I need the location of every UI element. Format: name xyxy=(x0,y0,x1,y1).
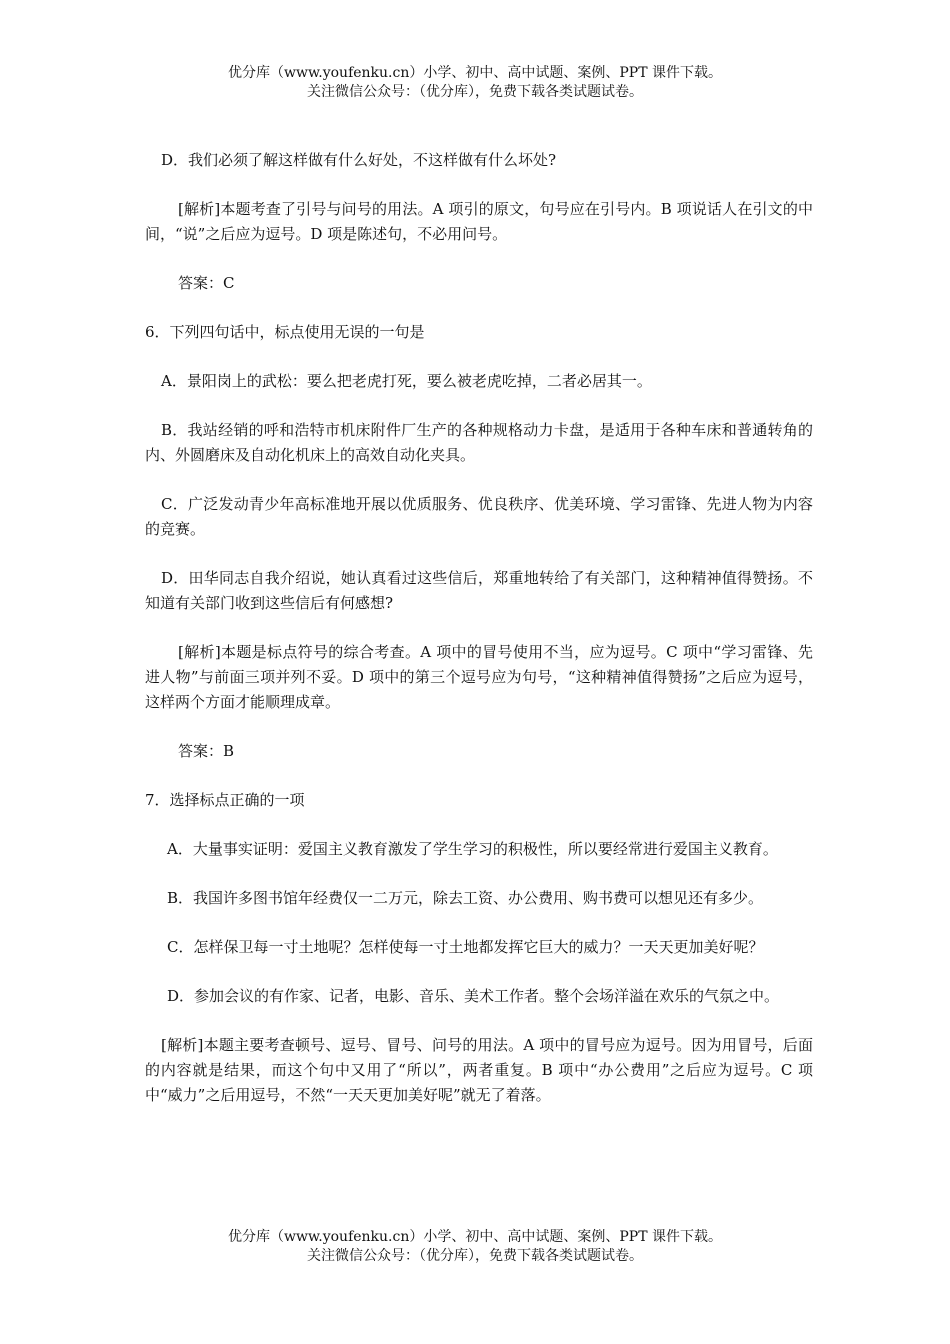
q5-option-d: D．我们必须了解这样做有什么好处，不这样做有什么坏处? xyxy=(161,151,557,169)
q7-option-b: B．我国许多图书馆年经费仅一二万元，除去工资、办公费用、购书费可以想见还有多少。 xyxy=(167,889,764,907)
q6-option-c: C．广泛发动青少年高标准地开展以优质服务、优良秩序、优美环境、学习雷锋、先进人物为内容的竞赛。 xyxy=(145,495,813,538)
footer-line-2: 关注微信公众号：（优分库），免费下载各类试题试卷。 xyxy=(307,1248,643,1264)
q5-analysis: [解析]本题考查了引号与问号的用法。A 项引的原文，句号应在引号内。B 项说话人在引文的中间，“说”之后应为逗号。D 项是陈述句，不必用问号。 xyxy=(145,200,813,243)
q6-stem: 6．下列四句话中，标点使用无误的一句是 xyxy=(145,323,425,341)
page-header xyxy=(0,64,950,102)
q7-stem: 7．选择标点正确的一项 xyxy=(145,791,305,809)
q7-option-a: A．大量事实证明：爱国主义教育激发了学生学习的积极性，所以要经常进行爱国主义教育。 xyxy=(167,840,778,858)
page-footer xyxy=(0,1228,950,1266)
header-line-1: 优分库（www.youfenku.cn）小学、初中、高中试题、案例、PPT 课件下载。 xyxy=(227,65,722,81)
q6-option-b: B．我站经销的呼和浩特市机床附件厂生产的各种规格动力卡盘，是适用于各种车床和普通转角的内、外圆磨床及自动化机床上的高效自动化夹具。 xyxy=(145,421,813,464)
q6-option-d: D．田华同志自我介绍说，她认真看过这些信后，郑重地转给了有关部门，这种精神值得赞扬。不知道有关部门收到这些信后有何感想? xyxy=(145,569,813,612)
q6-option-a: A．景阳岗上的武松：要么把老虎打死，要么被老虎吃掉，二者必居其一。 xyxy=(161,372,652,390)
document-body xyxy=(145,148,813,1108)
q6-analysis: [解析]本题是标点符号的综合考查。A 项中的冒号使用不当，应为逗号。C 项中“学习雷锋、先进人物”与前面三项并列不妥。D 项中的第三个逗号应为句号，“这种精神值得赞扬”之后应为逗号，这样两个方面才能顺理成章。 xyxy=(145,643,813,711)
q6-answer: 答案：B xyxy=(178,742,235,760)
q7-analysis: [解析]本题主要考查顿号、逗号、冒号、问号的用法。A 项中的冒号应为逗号。因为用冒号，后面的内容就是结果，而这个句中又用了“所以”，两者重复。B 项中“办公费用”之后应为逗号。C 项中“威力”之后用逗号，不然“一天天更加美好呢”就无了着落。 xyxy=(145,1036,813,1104)
q7-option-d: D．参加会议的有作家、记者，电影、音乐、美术工作者。整个会场洋溢在欢乐的气氛之中。 xyxy=(167,987,780,1005)
q7-option-c: C．怎样保卫每一寸土地呢？怎样使每一寸土地都发挥它巨大的威力？一天天更加美好呢？ xyxy=(167,938,764,956)
q5-answer: 答案：C xyxy=(178,274,235,292)
footer-line-1: 优分库（www.youfenku.cn）小学、初中、高中试题、案例、PPT 课件下载。 xyxy=(227,1229,722,1245)
header-line-2: 关注微信公众号：（优分库），免费下载各类试题试卷。 xyxy=(307,84,643,100)
